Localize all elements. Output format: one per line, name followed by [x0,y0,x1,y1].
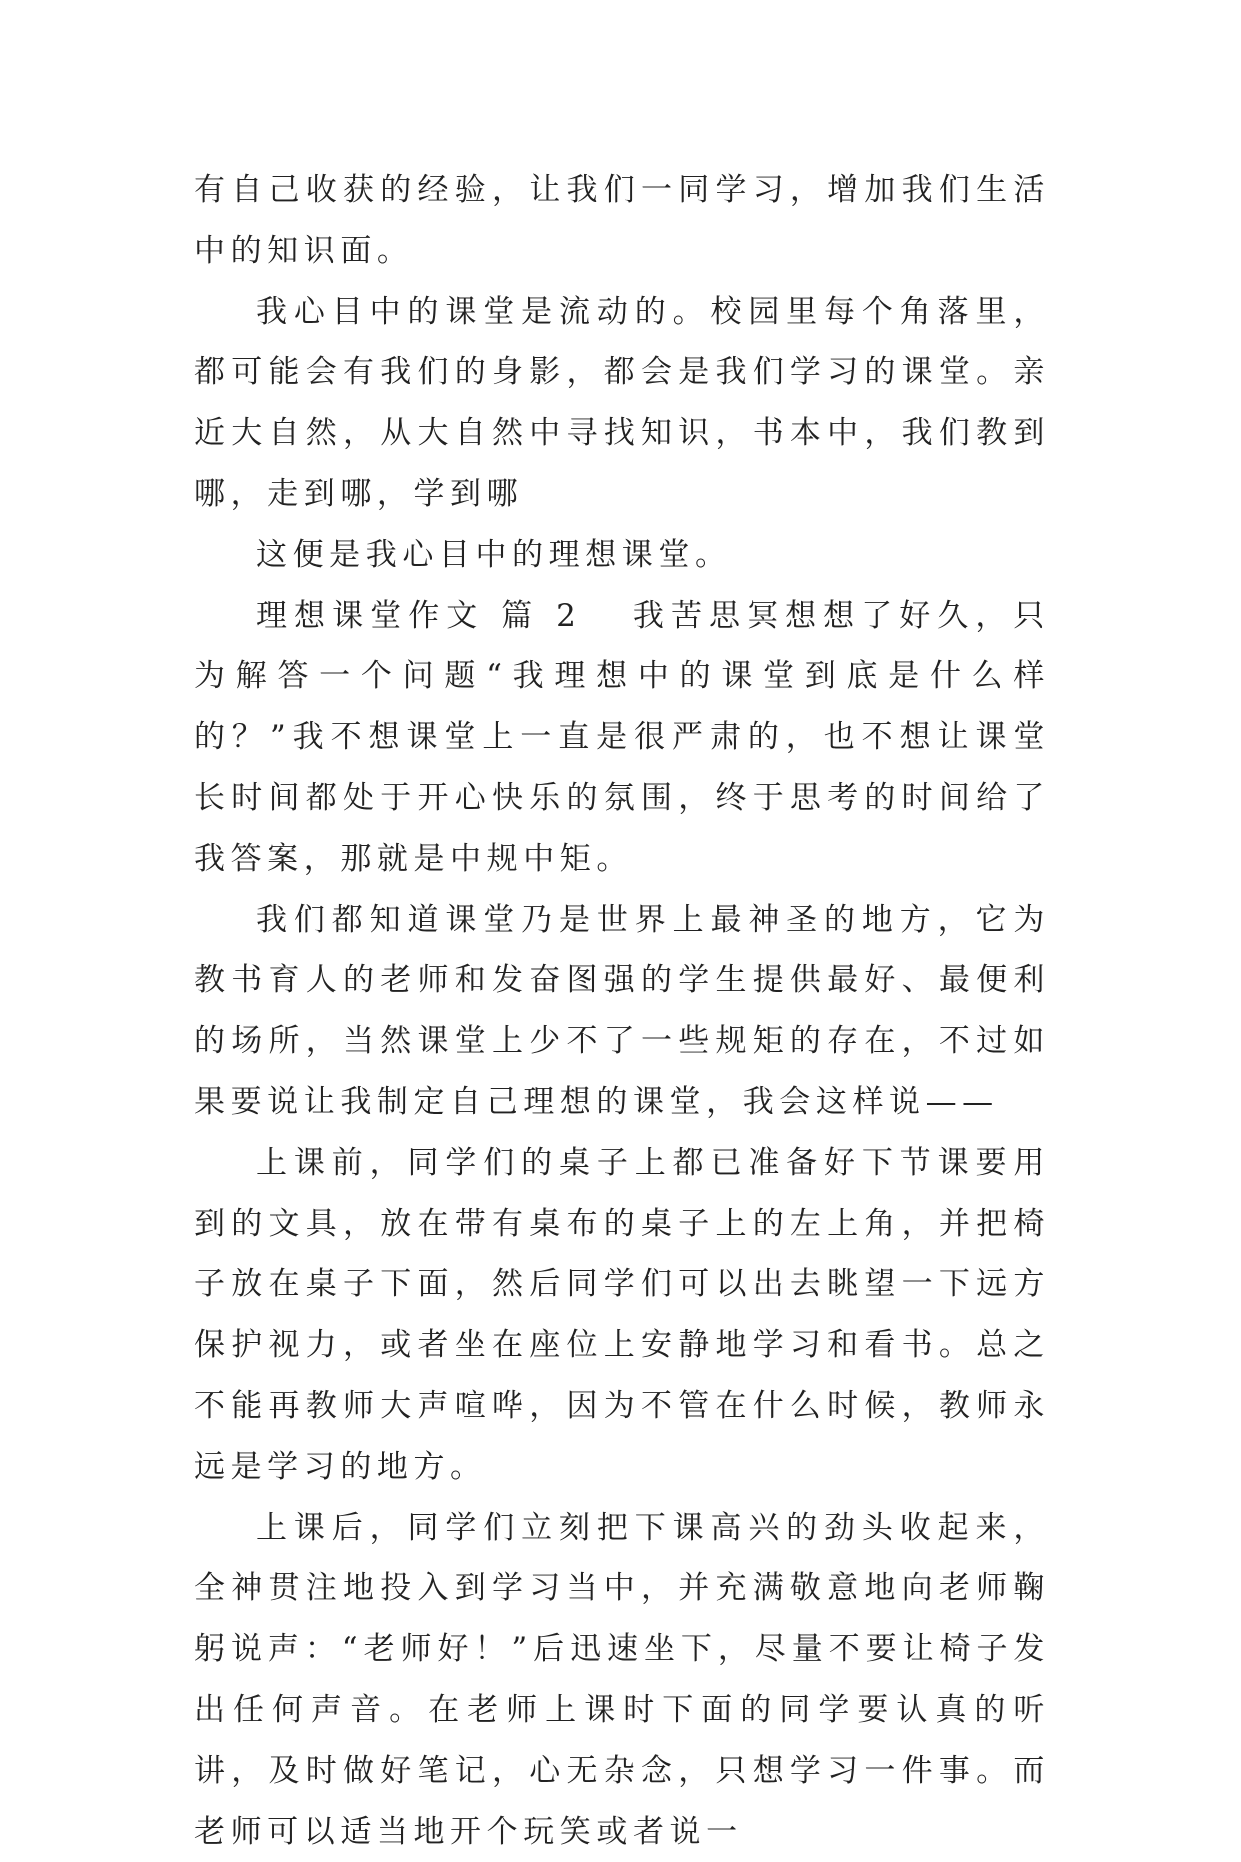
essay-body [194,160,1050,1862]
paragraph-2: 我心目中的课堂是流动的。校园里每个角落里，都可能会有我们的身影，都会是我们学习的课堂。亲近大自然，从大自然中寻找知识，书本中，我们教到哪，走到哪，学到哪 [194,293,1050,512]
paragraph-4 [194,586,1050,890]
paragraph-7: 上课后，同学们立刻把下课高兴的劲头收起来，全神贯注地投入到学习当中，并充满敬意地向老师鞠躬说声：“老师好！”后迅速坐下，尽量不要让椅子发出任何声音。在老师上课时下面的同学要认真的听讲，及时做好笔记，心无杂念，只想学习一件事。而老师可以适当地开个玩笑或者说一 [194,1509,1050,1850]
paragraph-5: 我们都知道课堂乃是世界上最神圣的地方，它为教书育人的老师和发奋图强的学生提供最好、最便利的场所，当然课堂上少不了一些规矩的存在，不过如果要说让我制定自己理想的课堂，我会这样说—— [194,901,1050,1120]
paragraph-6: 上课前，同学们的桌子上都已准备好下节课要用到的文具，放在带有桌布的桌子上的左上角，并把椅子放在桌子下面，然后同学们可以出去眺望一下远方保护视力，或者坐在座位上安静地学习和看书。总之不能再教师大声喧哗，因为不管在什么时候，教师永远是学习的地方。 [194,1144,1050,1485]
paragraph-3: 这便是我心目中的理想课堂。 [256,536,732,573]
paragraph-4-text: 我苦思冥想想了好久，只为解答一个问题“我理想中的课堂到底是什么样的？”我不想课堂上一直是很严肃的，也不想让课堂长时间都处于开心快乐的氛围，终于思考的时间给了我答案，那就是中规中矩。 [194,597,1050,877]
section-heading: 理想课堂作文 篇 2 [256,597,582,634]
paragraph-1: 有自己收获的经验，让我们一同学习，增加我们生活中的知识面。 [194,172,1050,269]
